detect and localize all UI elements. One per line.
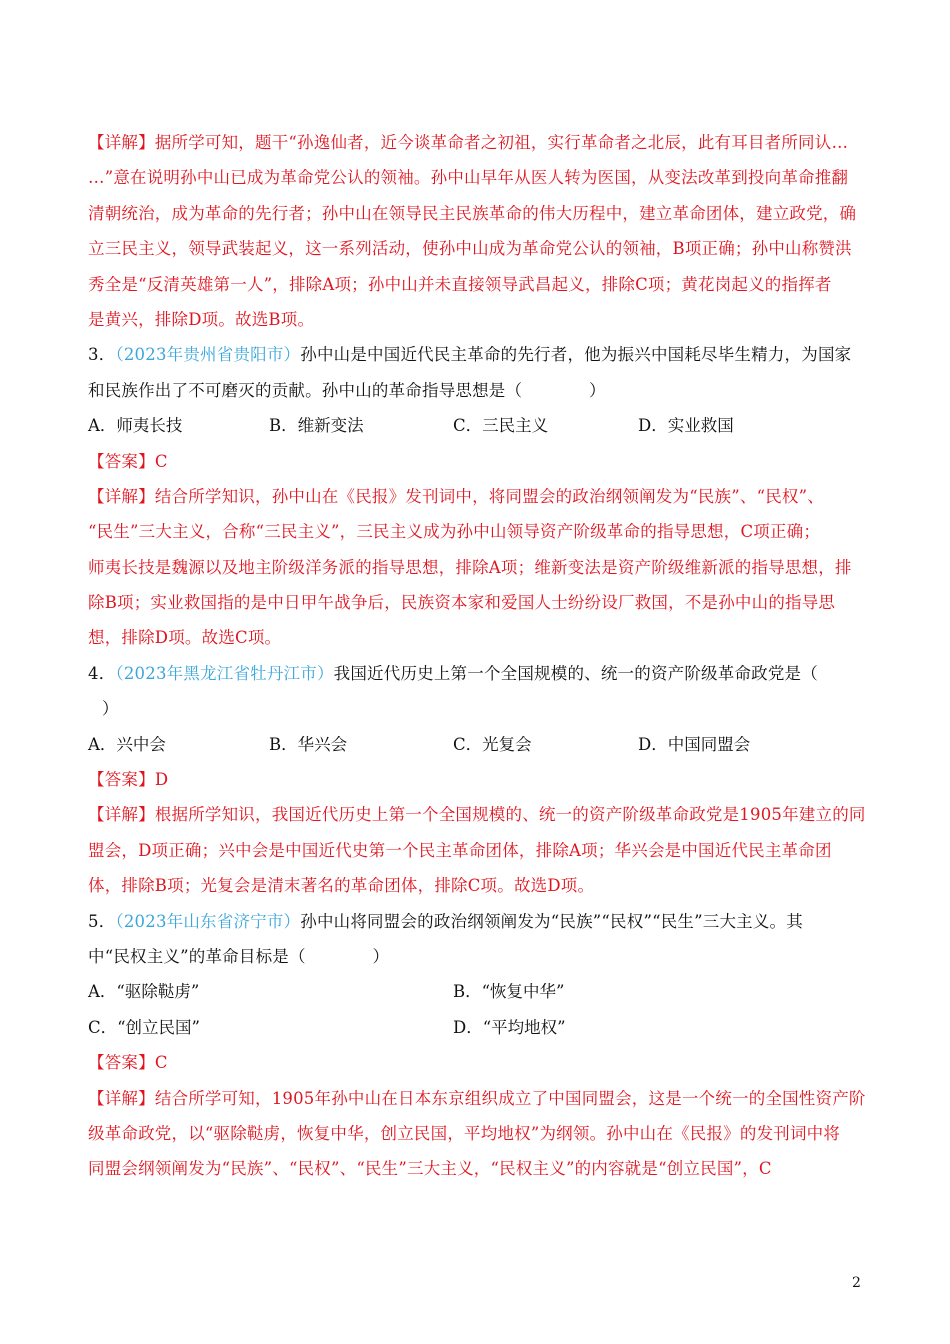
q5-answer <box>88 1045 868 1080</box>
answer-tag: 【答案】 <box>88 770 155 790</box>
q5-stem-line-1: 5．（2023年山东省济宁市）孙中山将同盟会的政治纲领阐发为“民族”“民权”“民生”三大主义。其 <box>88 911 803 931</box>
question-number: 3． <box>88 345 116 365</box>
page-number: 2 <box>852 1275 861 1291</box>
q5-detail-line-1: 【详解】结合所学可知，1905年孙中山在日本东京组织成立了中国同盟会，这是一个统一的全国性资产阶 <box>88 1088 866 1108</box>
q3-stem-line-2: 和民族作出了不可磨灭的贡献。孙中山的革命指导思想是（ ） <box>88 380 606 400</box>
q4-detail-line-1: 【详解】根据所学知识，我国近代历史上第一个全国规模的、统一的资产阶级革命政党是1905年建立的同 <box>88 805 866 825</box>
q5-detail-line-3: 同盟会纲领阐发为“民族”、“民权”、“民生”三大主义，“民权主义”的内容就是“创立民国”，C <box>88 1159 772 1179</box>
q3-stem-line-1: 3．（2023年贵州省贵阳市）孙中山是中国近代民主革命的先行者，他为振兴中国耗尽毕生精力，为国家 <box>88 345 852 365</box>
question-source: （2023年山东省济宁市） <box>115 911 301 931</box>
q4-option-a: A．兴中会 <box>88 734 166 754</box>
q5-options-row-1 <box>88 974 868 1009</box>
q5-stem-line-2: 中“民权主义”的革命目标是（ ） <box>88 946 390 966</box>
question-source: （2023年黑龙江省牡丹江市） <box>115 663 334 683</box>
q5-option-c: C．“创立民国” <box>88 1017 200 1037</box>
q5-detail-line-2: 级革命政党，以“驱除鞑虏，恢复中华，创立民国，平均地权”为纲领。孙中山在《民报》的发刊词中将 <box>88 1123 841 1143</box>
q3-answer <box>88 444 868 479</box>
q3-option-a: A．师夷长技 <box>88 416 183 436</box>
q3-detail-line-4: 除B项；实业救国指的是中日甲午战争后，民族资本家和爱国人士纷纷设厂救国，不是孙中山的指导思 <box>88 593 836 613</box>
q3-option-c: C．三民主义 <box>453 416 549 436</box>
answer-value: C <box>154 451 168 471</box>
q4-detail-line-3: 体，排除B项；光复会是清末著名的革命团体，排除C项。故选D项。 <box>88 876 595 896</box>
question-source: （2023年贵州省贵阳市） <box>115 345 301 365</box>
q4-option-b: B．华兴会 <box>269 734 348 754</box>
answer-value: C <box>154 1053 168 1073</box>
page-content <box>88 125 868 1187</box>
q4-detail-line-2: 盟会，D项正确；兴中会是中国近代史第一个民主革命团体，排除A项；华兴会是中国近代民主革命团 <box>88 840 832 860</box>
q4-answer <box>88 762 868 797</box>
question-number: 5． <box>88 911 116 931</box>
q5-option-a: A．“驱除鞑虏” <box>88 982 200 1002</box>
q4-option-c: C．光复会 <box>453 734 532 754</box>
answer-value: D <box>154 770 169 790</box>
q2-detail-line-1: 【详解】据所学可知，题干“孙逸仙者，近今谈革命者之初祖，实行革命者之北辰，此有耳目者所同认… <box>88 133 849 152</box>
q5-options-row-2 <box>88 1010 868 1045</box>
q4-options <box>88 727 868 762</box>
q4-stem-line-2: ） <box>102 699 119 719</box>
q2-detail-line-6: 是黄兴，排除D项。故选B项。 <box>88 309 315 329</box>
q3-options <box>88 408 868 443</box>
q2-detail-line-5: 秀全是“反清英雄第一人”，排除A项；孙中山并未直接领导武昌起义，排除C项；黄花岗起义的指挥者 <box>88 274 832 294</box>
detail-tag: 【详解】 <box>88 805 155 825</box>
answer-tag: 【答案】 <box>88 451 155 471</box>
question-number: 4． <box>88 663 116 683</box>
q3-detail-line-2: “民生”三大主义，合称“三民主义”，三民主义成为孙中山领导资产阶级革命的指导思想，C项正确； <box>88 522 821 542</box>
q2-detail-line-3: 清朝统治，成为革命的先行者；孙中山在领导民主民族革命的伟大历程中，建立革命团体，建立政党，确 <box>88 203 857 223</box>
q3-detail-line-3: 师夷长技是魏源以及地主阶级洋务派的指导思想，排除A项；维新变法是资产阶级维新派的指导思想，排 <box>88 557 852 577</box>
q3-option-b: B．维新变法 <box>269 416 364 436</box>
q3-detail-line-5: 想，排除D项。故选C项。 <box>88 628 282 648</box>
detail-tag: 【详解】 <box>88 133 155 152</box>
detail-tag: 【详解】 <box>88 486 155 506</box>
q3-detail-line-1: 【详解】结合所学知识，孙中山在《民报》发刊词中，将同盟会的政治纲领阐发为“民族”、“民权”、 <box>88 486 824 506</box>
q2-detail-line-4: 立三民主义，领导武装起义，这一系列活动，使孙中山成为革命党公认的领袖，B项正确；孙中山称赞洪 <box>88 239 852 259</box>
q5-option-b: B．“恢复中华” <box>453 982 565 1002</box>
q4-option-d: D．中国同盟会 <box>638 734 751 754</box>
q2-detail-line-2: …”意在说明孙中山已成为革命党公认的领袖。孙中山早年从医人转为医国，从变法改革到投向革命推翻 <box>88 168 849 188</box>
q3-option-d: D．实业救国 <box>638 416 734 436</box>
answer-tag: 【答案】 <box>88 1053 155 1073</box>
q5-option-d: D．“平均地权” <box>453 1017 566 1037</box>
detail-tag: 【详解】 <box>88 1088 155 1108</box>
q4-stem-line-1: 4．（2023年黑龙江省牡丹江市）我国近代历史上第一个全国规模的、统一的资产阶级革命政党是（ <box>88 663 818 683</box>
